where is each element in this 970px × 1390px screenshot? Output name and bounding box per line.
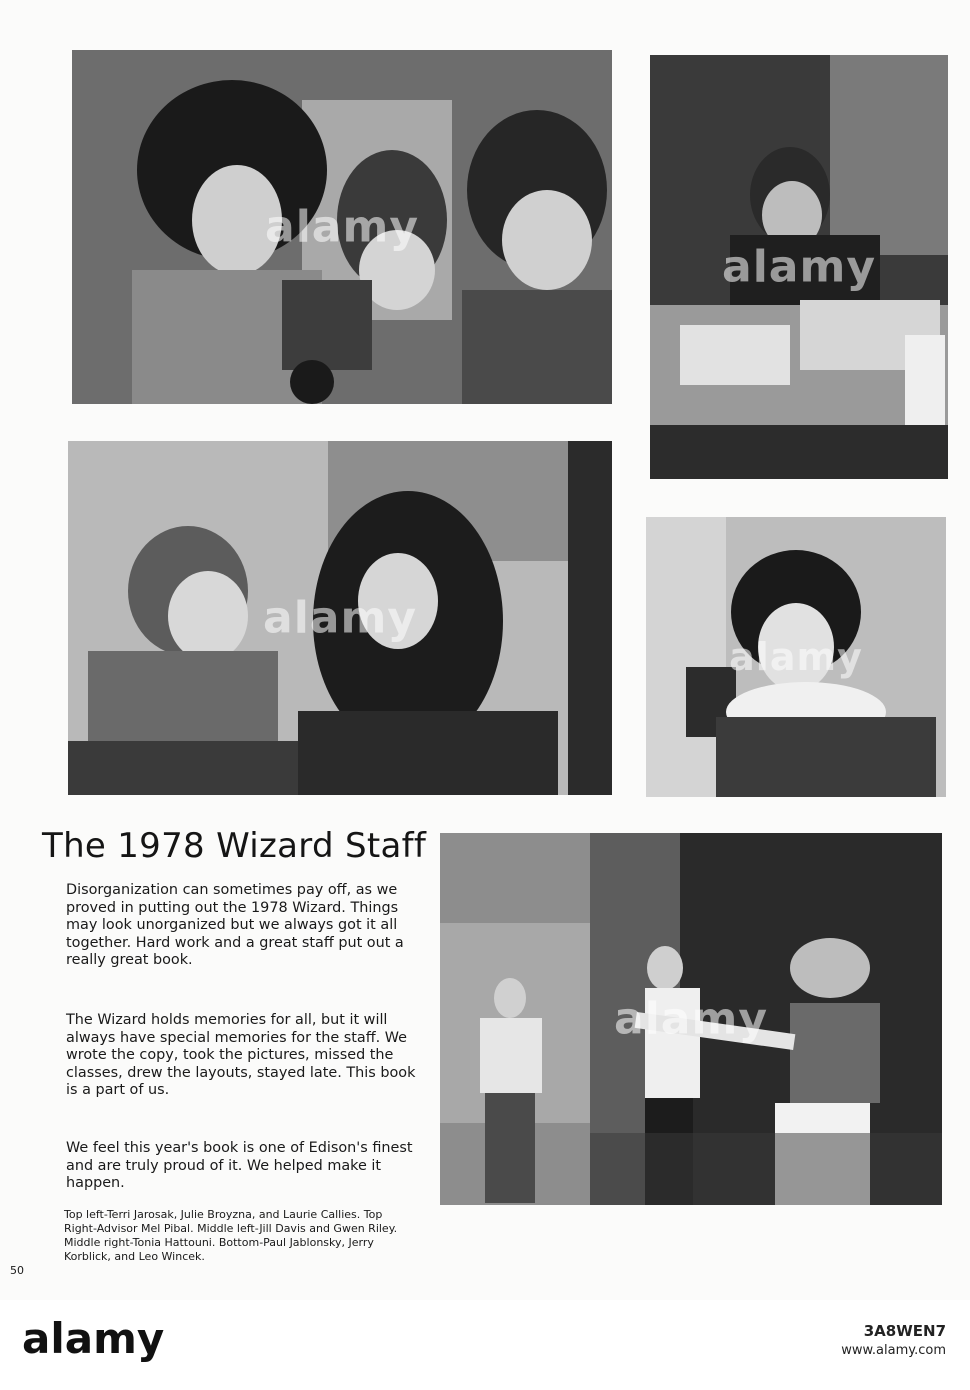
photo-middle-right	[646, 517, 946, 797]
page-number: 50	[10, 1264, 24, 1277]
watermark: alamy	[265, 201, 419, 253]
photo-middle-left	[68, 441, 612, 795]
photo-caption: Top left-Terri Jarosak, Julie Broyzna, and Laurie Callies. Top Right-Advisor Mel Pibal. Middle left-Jill Davis and Gwen Riley. Middle right-Tonia Hattouni. Bottom-Paul Jablonsky, Jerry Korblick, and Leo Wincek.	[64, 1208, 398, 1263]
watermark: alamy	[729, 635, 863, 679]
watermark: alamy	[722, 241, 876, 293]
watermark: alamy	[614, 993, 768, 1045]
page-title: The 1978 Wizard Staff	[42, 826, 427, 866]
brand-logo: alamy	[22, 1314, 165, 1363]
stock-footer	[0, 1300, 970, 1390]
body-paragraph: The Wizard holds memories for all, but it will always have special memories for the staff. We wrote the copy, took the pictures, missed the classes, drew the layouts, stayed late. This book is a part of us.	[66, 1012, 416, 1098]
body-paragraph: Disorganization can sometimes pay off, as we proved in putting out the 1978 Wizard. Things may look unorganized but we always got it all together. Hard work and a great staff put out a really great book.	[66, 882, 404, 968]
image-meta	[841, 1322, 946, 1360]
photo-top-left	[72, 50, 612, 404]
photo-bottom	[440, 833, 942, 1205]
body-paragraph: We feel this year's book is one of Edison's finest and are truly proud of it. We helped make it happen.	[66, 1140, 413, 1191]
photo-top-right	[650, 55, 948, 479]
site-link[interactable]: www.alamy.com	[841, 1343, 946, 1358]
image-id: 3A8WEN7	[863, 1322, 946, 1340]
watermark: alamy	[263, 592, 417, 644]
